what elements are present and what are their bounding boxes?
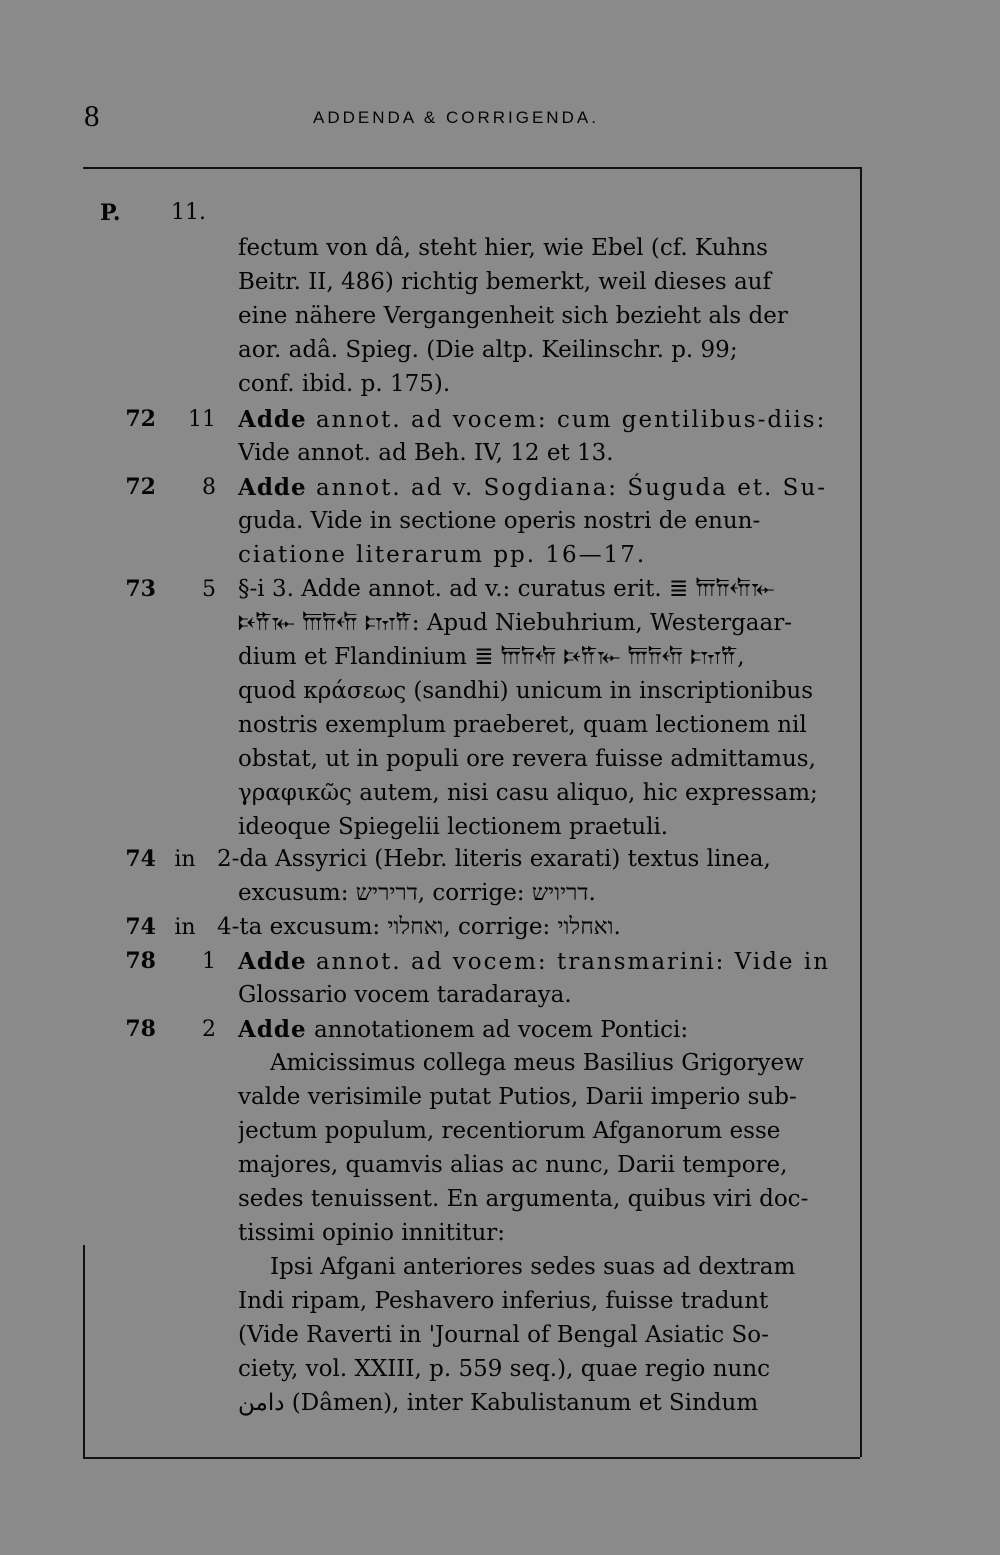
entry-page: 74 bbox=[125, 914, 156, 940]
entry-line: fectum von dâ, steht hier, wie Ebel (cf. Kuhns bbox=[238, 235, 768, 261]
entry-line: dium et Flandinium ≣ 𐎠𐎭𐎢 𐎴𐎡𐎹 𐎠𐎭𐎢 𐎫𐎡, bbox=[238, 644, 745, 670]
entry-line: ciety, vol. XXIII, p. 559 seq.), quae regio nunc bbox=[238, 1356, 771, 1382]
entry-line: valde verisimile putat Putios, Darii imperio sub- bbox=[238, 1084, 797, 1110]
entry-line: quod κράσεως (sandhi) unicum in inscriptionibus bbox=[238, 678, 814, 704]
entry-line-number: in bbox=[174, 847, 196, 872]
entry-page: 78 bbox=[125, 1016, 156, 1042]
entry-line: sedes tenuissent. En argumenta, quibus viri doc- bbox=[238, 1186, 809, 1212]
entry-line: Adde annot. ad v. Sogdiana: Śuguda et. Su- bbox=[238, 474, 828, 501]
column-head-line: 11. bbox=[171, 200, 206, 225]
adde-keyword: Adde bbox=[238, 474, 307, 501]
entry-line-number: 2 bbox=[202, 1017, 216, 1042]
frame-rule-left bbox=[83, 1245, 85, 1457]
page-header bbox=[0, 98, 1000, 138]
entry-page: 78 bbox=[125, 948, 156, 974]
entry-line: Vide annot. ad Beh. IV, 12 et 13. bbox=[238, 440, 614, 466]
entry-line: γραφικῶς autem, nisi casu aliquo, hic expressam; bbox=[238, 780, 818, 806]
entry-line: Adde annot. ad vocem: transmarini: Vide in bbox=[238, 948, 831, 975]
entry-line: ideoque Spiegelii lectionem praetuli. bbox=[238, 814, 669, 840]
entry-line: Indi ripam, Peshavero inferius, fuisse tradunt bbox=[238, 1288, 769, 1314]
entry-line: nostris exemplum praeberet, quam lectionem nil bbox=[238, 712, 807, 738]
entry-line: conf. ibid. p. 175). bbox=[238, 371, 451, 397]
entry-line: excusum: דריריש, corrige: דריויש. bbox=[238, 880, 596, 906]
entry-line: aor. adâ. Spieg. (Die altp. Keilinschr. p. 99; bbox=[238, 337, 738, 363]
entry-line: jectum populum, recentiorum Afganorum esse bbox=[238, 1118, 781, 1144]
entry-line: Ipsi Afgani anteriores sedes suas ad dextram bbox=[270, 1254, 796, 1280]
entry-line: 𐎴𐎡𐎹 𐎠𐎭𐎢 𐎫𐎡: Apud Niebuhrium, Westergaar- bbox=[238, 610, 792, 636]
entry-line: Adde annotationem ad vocem Pontici: bbox=[238, 1016, 689, 1043]
adde-keyword: Adde bbox=[238, 948, 307, 975]
frame-rule-right bbox=[860, 167, 862, 1457]
entry-line: eine nähere Vergangenheit sich bezieht als der bbox=[238, 303, 788, 329]
entry-line: 4-ta excusum: ואחלוי, corrige: ואחלוי. bbox=[217, 914, 621, 940]
adde-keyword: Adde bbox=[238, 1016, 307, 1043]
entry-line-number: 8 bbox=[202, 475, 216, 500]
entry-line: tissimi opinio innititur: bbox=[238, 1220, 506, 1246]
entry-line: §-i 3. Adde annot. ad v.: curatus erit. ≣ 𐎠𐎭𐎢𐎹 bbox=[238, 576, 775, 602]
entry-line: Beitr. II, 486) richtig bemerkt, weil dieses auf bbox=[238, 269, 771, 295]
entry-page: 72 bbox=[125, 474, 156, 500]
entry-line-number: 1 bbox=[202, 949, 216, 974]
entry-page: 72 bbox=[125, 406, 156, 432]
entry-page: 74 bbox=[125, 846, 156, 872]
entry-line: دامن (Dâmen), inter Kabulistanum et Sindum bbox=[238, 1390, 759, 1416]
column-head-page: P. bbox=[100, 200, 121, 226]
entry-line-number: in bbox=[174, 915, 196, 940]
entry-line: Glossario vocem taradaraya. bbox=[238, 982, 572, 1008]
entry-line: ciatione literarum pp. 16—17. bbox=[238, 542, 647, 568]
entry-page: 73 bbox=[125, 576, 156, 602]
page-number: 8 bbox=[84, 98, 100, 133]
entry-line: Amicissimus collega meus Basilius Grigoryew bbox=[270, 1050, 804, 1076]
entry-line-number: 11 bbox=[188, 407, 216, 432]
entry-line: majores, quamvis alias ac nunc, Darii tempore, bbox=[238, 1152, 788, 1178]
entry-line-number: 5 bbox=[202, 577, 216, 602]
adde-keyword: Adde bbox=[238, 406, 307, 433]
running-title: ADDENDA & CORRIGENDA. bbox=[313, 108, 599, 127]
entry-line: Adde annot. ad vocem: cum gentilibus-diis: bbox=[238, 406, 827, 433]
entry-line: guda. Vide in sectione operis nostri de enun- bbox=[238, 508, 761, 534]
entry-line: obstat, ut in populi ore revera fuisse admittamus, bbox=[238, 746, 816, 772]
entry-line: 2-da Assyrici (Hebr. literis exarati) textus linea, bbox=[217, 846, 771, 872]
entry-line: (Vide Raverti in 'Journal of Bengal Asiatic So- bbox=[238, 1322, 769, 1348]
